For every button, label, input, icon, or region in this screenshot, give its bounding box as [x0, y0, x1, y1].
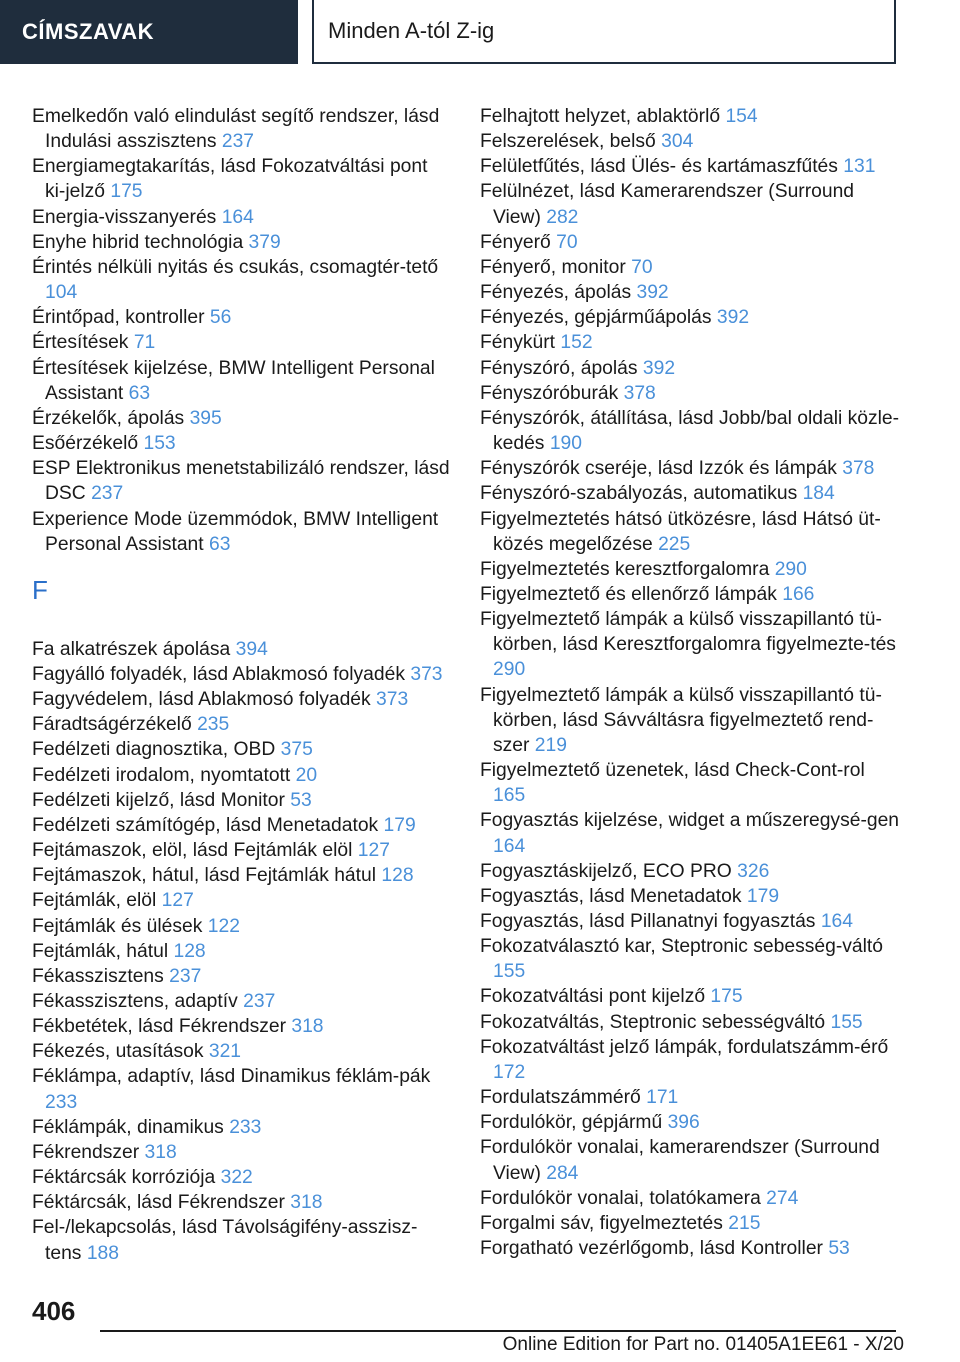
index-entry-page-link[interactable]: 127	[357, 840, 390, 862]
index-entry-page-link[interactable]: 379	[248, 231, 281, 253]
index-entry-text: Fordulatszámmérő	[480, 1087, 641, 1109]
index-entry-text: ESP Elektronikus menetstabilizáló rendszer, lásd DSC	[32, 458, 450, 505]
index-entry	[32, 687, 452, 712]
index-entry-text: Féklámpák, dinamikus	[32, 1116, 224, 1138]
index-entry-text: Felhajtott helyzet, ablaktörlő	[480, 106, 721, 127]
index-entry-text: Fogyasztás, lásd Pillanatnyi fogyasztás	[480, 911, 816, 932]
index-entry-text: Fékasszisztens	[32, 965, 164, 987]
index-entry	[32, 1064, 452, 1114]
index-entry-text: Fáradtságérzékelő	[32, 714, 192, 736]
index-entry	[480, 884, 900, 909]
index-entry	[480, 356, 900, 381]
index-entry	[480, 230, 900, 255]
index-list-e	[32, 104, 452, 557]
index-entry-text: Energia-visszanyerés	[32, 206, 217, 228]
index-column-left	[32, 104, 452, 1266]
index-entry-text: Figyelmeztető lámpák a külső visszapillantó tü‐körben, lásd Keresztforgalomra figyelmezte‐tés	[480, 609, 896, 656]
index-entry-text: Fordulókör, gépjármű	[480, 1112, 663, 1134]
index-entry-text: Érintés nélküli nyitás és csukás, csomagtér‐tető	[32, 256, 439, 278]
index-entry	[32, 888, 452, 913]
index-entry-text: Fagyvédelem, lásd Ablakmosó folyadék	[32, 689, 371, 711]
index-entry	[32, 1190, 452, 1215]
index-entry	[32, 1039, 452, 1064]
index-entry-text: Érintőpad, kontroller	[32, 307, 205, 329]
index-entry	[480, 381, 900, 406]
index-entry-text: Féktárcsák, lásd Fékrendszer	[32, 1192, 285, 1214]
index-entry-page-link[interactable]: 104	[45, 282, 78, 304]
index-column-right	[480, 104, 900, 1261]
index-entry	[32, 964, 452, 989]
index-entry-page-link[interactable]: 225	[658, 533, 691, 555]
index-entry	[480, 104, 900, 129]
index-entry-page-link[interactable]: 215	[728, 1212, 761, 1234]
index-entry	[32, 1115, 452, 1140]
index-entry-text: Fedélzeti diagnosztika, OBD	[32, 739, 276, 761]
index-entry-text: Energiamegtakarítás, lásd Fokozatváltási pont ki‐jelző	[32, 156, 428, 203]
index-entry-page-link[interactable]: 122	[207, 915, 240, 937]
index-entry-page-link[interactable]: 175	[110, 181, 143, 203]
index-entry	[480, 1211, 900, 1236]
index-entry	[480, 758, 900, 808]
index-entry-text: Fénykürt	[480, 332, 556, 354]
index-entry-page-link[interactable]: 175	[710, 986, 743, 1008]
index-entry-text: Fényszóró, ápolás	[480, 357, 638, 379]
index-entry	[32, 763, 452, 788]
index-entry-page-link[interactable]: 373	[410, 663, 443, 685]
index-entry	[32, 662, 452, 687]
index-entry-page-link[interactable]: 304	[661, 131, 694, 153]
index-entry	[32, 939, 452, 964]
index-entry	[32, 1165, 452, 1190]
index-entry-page-link[interactable]: 164	[221, 206, 254, 228]
index-entry-page-link[interactable]: 153	[143, 433, 176, 455]
index-entry	[32, 989, 452, 1014]
index-entry	[32, 305, 452, 330]
index-entry-page-link[interactable]: 378	[623, 382, 656, 404]
index-entry-text: Experience Mode üzemmódok, BMW Intelligent Personal Assistant	[32, 508, 439, 555]
index-entry-text: Féktárcsák korróziója	[32, 1167, 216, 1189]
index-entry	[32, 456, 452, 506]
index-entry	[480, 683, 900, 758]
index-entry	[480, 1186, 900, 1211]
index-entry-page-link[interactable]: 70	[556, 231, 578, 253]
index-entry-text: Fa alkatrészek ápolása	[32, 638, 231, 660]
index-entry-page-link[interactable]: 375	[280, 739, 313, 761]
index-entry	[32, 507, 452, 557]
index-entry	[480, 255, 900, 280]
index-entry-text: Felülnézet, lásd Kamerarendszer (Surround View)	[480, 181, 855, 228]
header-tabs	[0, 0, 960, 66]
index-entry	[32, 1140, 452, 1165]
index-entry	[480, 859, 900, 884]
index-entry-text: Fordulókör vonalai, tolatókamera	[480, 1187, 761, 1209]
index-entry-page-link[interactable]: 378	[842, 458, 875, 480]
index-entry-text: Fékasszisztens, adaptív	[32, 991, 238, 1012]
index-entry-text: Fejtámaszok, elöl, lásd Fejtámlák elöl	[32, 840, 353, 862]
index-entry-text: Fejtámlák és ülések	[32, 915, 203, 937]
index-entry-text: Fejtámaszok, hátul, lásd Fejtámlák hátul	[32, 865, 377, 887]
index-entry-text: Felszerelések, belső	[480, 131, 656, 153]
index-entry-text: Fényszórók, átállítása, lásd Jobb/bal oldali közle‐kedés	[480, 407, 900, 455]
index-entry	[480, 406, 900, 456]
index-entry	[32, 154, 452, 204]
footer-divider	[100, 1330, 896, 1332]
section-letter: F	[32, 574, 48, 605]
index-entry-page-link[interactable]: 128	[173, 940, 206, 962]
index-entry-page-link[interactable]: 155	[830, 1011, 863, 1033]
index-entry-text: Fordulókör vonalai, kamerarendszer (Surround View)	[480, 1137, 880, 1184]
index-entry	[480, 507, 900, 557]
index-entry	[32, 406, 452, 431]
index-entry-page-link[interactable]: 326	[737, 860, 770, 882]
index-entry-page-link[interactable]: 63	[128, 382, 151, 404]
footer-edition-text: Online Edition for Part no. 01405A1EE61 - X/20	[502, 1334, 904, 1355]
index-entry	[480, 1035, 900, 1085]
index-entry	[480, 330, 900, 355]
index-entry-page-link[interactable]: 165	[493, 785, 526, 807]
index-entry-page-link[interactable]: 282	[546, 206, 579, 228]
index-entry	[32, 914, 452, 939]
index-entry-text: Fedélzeti számítógép, lásd Menetadatok	[32, 814, 379, 836]
index-entry	[32, 737, 452, 762]
index-entry-text: Figyelmeztetés keresztforgalomra	[480, 558, 770, 580]
index-entry-page-link[interactable]: 188	[86, 1242, 119, 1264]
index-entry-page-link[interactable]: 318	[290, 1192, 323, 1214]
index-entry-page-link[interactable]: 237	[169, 965, 202, 987]
index-entry-page-link[interactable]: 20	[295, 764, 318, 786]
index-entry	[480, 607, 900, 682]
index-entry-text: Fedélzeti kijelző, lásd Monitor	[32, 789, 285, 811]
index-entry-text: Figyelmeztetés hátsó ütközésre, lásd Hátsó üt‐közés megelőzése	[480, 508, 881, 555]
index-entry-page-link[interactable]: 155	[493, 961, 526, 983]
index-entry-page-link[interactable]: 166	[782, 583, 815, 605]
index-entry	[32, 356, 452, 406]
index-entry-page-link[interactable]: 171	[646, 1087, 679, 1109]
index-entry-page-link[interactable]: 233	[229, 1116, 262, 1138]
index-entry-text: Fényszóró-szabályozás, automatikus	[480, 483, 798, 505]
index-entry-page-link[interactable]: 237	[243, 991, 276, 1012]
index-entry-page-link[interactable]: 396	[667, 1112, 700, 1134]
index-entry-page-link[interactable]: 179	[746, 885, 780, 907]
index-entry-text: Fényszóróburák	[480, 382, 619, 404]
index-entry	[32, 1215, 452, 1265]
index-entry	[32, 330, 452, 355]
index-entry	[32, 788, 452, 813]
index-entry-page-link[interactable]: 274	[766, 1187, 799, 1209]
index-entry-page-link[interactable]: 152	[560, 332, 593, 354]
index-entry	[480, 808, 900, 858]
index-entry-page-link[interactable]: 154	[725, 106, 758, 127]
index-entry-page-link[interactable]: 164	[820, 911, 853, 932]
index-entry-page-link[interactable]: 392	[716, 307, 750, 329]
index-entry-text: Értesítések kijelzése, BMW Intelligent Personal Assistant	[32, 357, 435, 404]
index-entry-page-link[interactable]: 164	[493, 835, 526, 857]
tab-minden-a-z[interactable]: Minden A-tól Z-ig	[312, 0, 896, 64]
index-entry-text: Figyelmeztető és ellenőrző lámpák	[480, 583, 777, 605]
index-entry-text: Enyhe hibrid technológia	[32, 231, 244, 253]
index-entry-page-link[interactable]: 131	[843, 156, 876, 178]
index-entry	[480, 129, 900, 154]
index-entry-text: Fogyasztáskijelző, ECO PRO	[480, 860, 732, 882]
index-entry	[32, 104, 452, 154]
index-entry-page-link[interactable]: 322	[220, 1167, 253, 1189]
index-entry-text: Forgalmi sáv, figyelmeztetés	[480, 1212, 723, 1234]
index-entry-text: Fényezés, gépjárműápolás	[480, 307, 712, 329]
index-entry	[32, 813, 452, 838]
index-entry	[32, 431, 452, 456]
index-entry-page-link[interactable]: 321	[208, 1041, 242, 1063]
index-entry-page-link[interactable]: 290	[774, 558, 807, 580]
index-entry-text: Figyelmeztető üzenetek, lásd Check-Cont‐rol	[480, 760, 865, 782]
index-entry-page-link[interactable]: 53	[290, 789, 312, 811]
index-entry-page-link[interactable]: 71	[133, 332, 156, 354]
index-entry-page-link[interactable]: 235	[197, 714, 230, 736]
index-entry-page-link[interactable]: 373	[376, 689, 409, 711]
index-entry-page-link[interactable]: 128	[381, 865, 414, 887]
index-entry-text: Fékezés, utasítások	[32, 1041, 204, 1063]
index-entry-text: Esőérzékelő	[32, 433, 139, 455]
index-entry-page-link[interactable]: 237	[91, 483, 124, 505]
index-entry	[32, 255, 452, 305]
index-entry-page-link[interactable]: 179	[383, 814, 416, 836]
index-entry	[32, 205, 452, 230]
index-entry-text: Fejtámlák, hátul	[32, 940, 169, 962]
index-entry	[32, 637, 452, 662]
index-entry	[480, 1236, 900, 1261]
index-entry-text: Fényezés, ápolás	[480, 282, 632, 304]
index-entry-page-link[interactable]: 395	[189, 407, 222, 429]
index-entry-page-link[interactable]: 290	[493, 659, 526, 681]
index-entry-text: Fényszórók cseréje, lásd Izzók és lámpák	[480, 458, 837, 480]
index-entry	[480, 1010, 900, 1035]
index-entry-page-link[interactable]: 184	[802, 483, 835, 505]
page-number: 406	[32, 1296, 76, 1326]
index-entry-text: Fedélzeti irodalom, nyomtatott	[32, 764, 291, 786]
index-entry-page-link[interactable]: 233	[45, 1091, 78, 1113]
index-entry-text: Fel-/lekapcsolás, lásd Távolságifény-asszisz‐tens	[32, 1217, 418, 1264]
index-entry	[480, 154, 900, 179]
index-entry-text: Fényerő	[480, 231, 551, 253]
tab-cimszavak[interactable]: CÍMSZAVAK	[0, 0, 298, 64]
index-entry	[32, 838, 452, 863]
index-entry	[480, 456, 900, 481]
index-entry	[480, 557, 900, 582]
index-entry-page-link[interactable]: 392	[636, 282, 669, 304]
index-entry	[480, 481, 900, 506]
index-entry	[32, 863, 452, 888]
index-entry	[32, 1014, 452, 1039]
index-entry-page-link[interactable]: 190	[549, 433, 582, 455]
index-entry	[480, 984, 900, 1009]
index-entry	[480, 1135, 900, 1185]
index-entry-page-link[interactable]: 172	[493, 1061, 526, 1083]
index-entry	[480, 1110, 900, 1135]
index-entry-text: Forgatható vezérlőgomb, lásd Kontroller	[480, 1238, 823, 1260]
index-entry-page-link[interactable]: 219	[534, 734, 567, 756]
index-entry-text: Fékrendszer	[32, 1141, 140, 1163]
index-entry-text: Fényerő, monitor	[480, 256, 626, 278]
index-entry	[480, 934, 900, 984]
index-entry-text: Fokozatválasztó kar, Steptronic sebesség‐váltó	[480, 936, 883, 958]
index-entry-text: Féklámpa, adaptív, lásd Dinamikus féklám‐pák	[32, 1066, 431, 1088]
index-entry	[480, 1085, 900, 1110]
index-entry-page-link[interactable]: 394	[235, 638, 268, 660]
index-entry-text: Fokozatváltás, Steptronic sebességváltó	[480, 1011, 826, 1033]
index-entry	[480, 280, 900, 305]
index-entry	[32, 712, 452, 737]
index-entry-page-link[interactable]: 318	[144, 1141, 177, 1163]
index-entry-page-link[interactable]: 318	[291, 1016, 324, 1038]
index-entry-page-link[interactable]: 127	[161, 890, 194, 912]
index-entry-page-link[interactable]: 237	[221, 131, 255, 153]
index-entry-text: Fékbetétek, lásd Fékrendszer	[32, 1016, 286, 1038]
index-entry-text: Emelkedőn való elindulást segítő rendszer, lásd Indulási asszisztens	[32, 106, 440, 153]
index-entry-text: Fogyasztás kijelzése, widget a műszeregysé‐gen	[480, 810, 900, 832]
index-entry-text: Figyelmeztető lámpák a külső visszapillantó tü‐körben, lásd Sávváltásra figyelmeztető rend‐szer	[480, 684, 882, 756]
index-entry-page-link[interactable]: 284	[546, 1162, 579, 1184]
index-entry-page-link[interactable]: 56	[209, 307, 232, 329]
index-entry-text: Érzékelők, ápolás	[32, 407, 185, 429]
index-list-right	[480, 104, 900, 1261]
index-entry-text: Felületfűtés, lásd Ülés- és kartámaszfűtés	[480, 156, 838, 178]
index-list-f	[32, 637, 452, 1266]
index-entry	[480, 179, 900, 229]
index-entry-page-link[interactable]: 392	[642, 357, 676, 379]
index-entry-text: Fokozatváltást jelző lámpák, fordulatszámm‐érő	[480, 1036, 889, 1058]
index-entry	[480, 305, 900, 330]
index-entry	[32, 230, 452, 255]
index-entry-page-link[interactable]: 63	[208, 533, 231, 555]
index-entry	[480, 582, 900, 607]
index-entry-text: Fogyasztás, lásd Menetadatok	[480, 885, 742, 907]
index-entry-text: Fokozatváltási pont kijelző	[480, 986, 706, 1008]
index-entry-text: Értesítések	[32, 332, 129, 354]
index-entry	[480, 909, 900, 934]
index-entry-page-link[interactable]: 70	[631, 256, 653, 278]
index-entry-page-link[interactable]: 53	[828, 1238, 850, 1260]
index-entry-text: Fagyálló folyadék, lásd Ablakmosó folyadék	[32, 663, 405, 685]
index-entry-text: Fejtámlák, elöl	[32, 890, 157, 912]
